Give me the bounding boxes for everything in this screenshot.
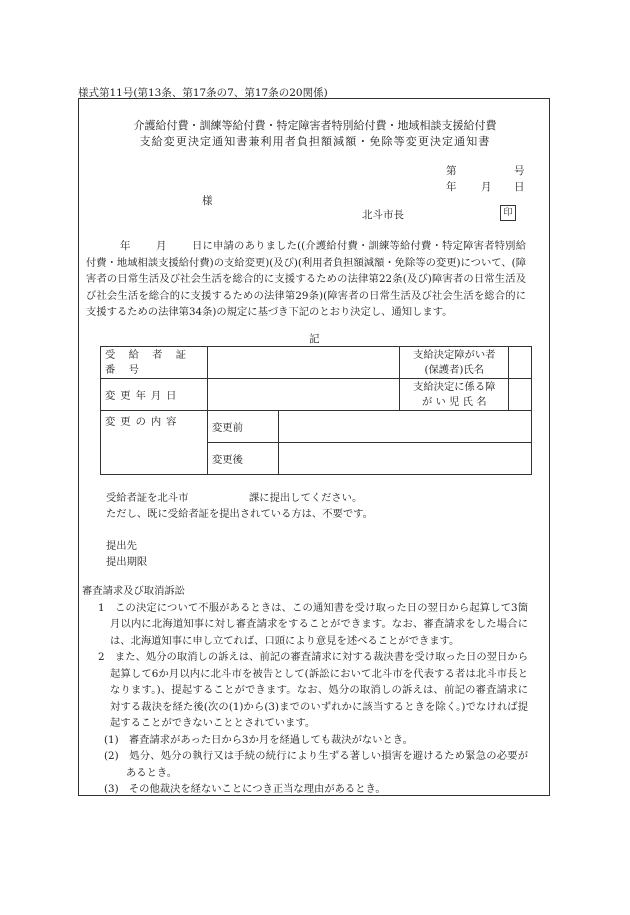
name-label: 支給決定障がい者 (保護者)氏名 <box>400 347 509 379</box>
date-month: 月 <box>481 181 492 193</box>
change-content-label: 変更の内容 <box>101 411 208 475</box>
date-year: 年 <box>446 181 457 193</box>
title-line-2: 支給変更決定通知書兼利用者負担額減額・免除等変更決定通知書 <box>139 135 491 148</box>
submit-line-1a: 受給者証を北斗市 <box>106 492 189 504</box>
title-line-1: 介護給付費・訓練等給付費・特定障害者特別給付費・地域相談支援給付費 <box>133 119 497 132</box>
after-value <box>279 443 532 475</box>
appeal-subnote-1: (1) 審査請求があった日から3か月を経過しても裁決がないとき。 <box>104 733 413 746</box>
child-name-label: 支給決定に係る障 が い 児 氏 名 <box>400 379 509 411</box>
appeal-subnote-3: (3) その他裁決を経ないことにつき正当な理由があるとき。 <box>104 783 386 795</box>
form-number: 様式第11号(第13条、第17条の7、第17条の20関係) <box>78 87 328 99</box>
body-month: 月 <box>156 240 167 252</box>
change-date-label: 変更年月日 <box>101 379 208 411</box>
appeal-notes <box>82 583 528 798</box>
appeal-subnote-2: (2) 処分、処分の執行又は手続の続行により生ずる著しい損害を避けるため緊急の必要があるとき。 <box>104 750 528 779</box>
before-label: 変更前 <box>208 411 279 443</box>
appeal-note-2: 2 また、処分の取消しの訴えは、前記の審査請求に対する裁決書を受け取った日の翌日から起算して6か月以内に北斗市を被告として(訴訟において北斗市を代表する者は北斗市長となります。)、提起することができます。なお、処分の取消しの訴えは、前記の審査請求に対する裁決を経た後(次の(1)から(3)までのいずれかに該当するときを除く。)でなければ提起することができないこととされています。 <box>98 651 528 729</box>
appeal-heading: 審査請求及び取消訴訟 <box>82 585 185 597</box>
body-year: 年 <box>120 240 131 252</box>
child-name-value <box>509 379 532 411</box>
seal-mark: 印 <box>500 205 516 221</box>
before-value <box>279 411 532 443</box>
issuer-name: 北斗市長 <box>362 209 404 221</box>
number-prefix: 第 <box>446 165 457 177</box>
addressee-sama: 様 <box>202 195 213 207</box>
recipient-no-value <box>208 347 400 379</box>
submit-destination-label: 提出先 <box>106 540 137 552</box>
recipient-no-label: 受 給 者 証 番 号 <box>101 347 208 379</box>
number-suffix: 号 <box>514 165 525 177</box>
name-value <box>509 347 532 379</box>
change-date-value <box>208 379 400 411</box>
body-paragraph: 日に申請のありました((介護給付費・訓練等給付費・特定障害者特別給付費・地域相談支援給付費)の支給変更)(及び)(利用者負担額減額・免除等の変更)について、(障害者の日常生活及び社会生活を総合的に支援するための法律第22条(及び)障害者の日常生活及び社会生活を総合的に支援するための法律第29条)(障害者の日常生活及び社会生活を総合的に支援するための法律第34条)の規定に基づき下記のとおり決定し、通知します。 <box>86 240 526 318</box>
ki-heading: 記 <box>309 333 320 345</box>
appeal-note-1: 1 この決定について不服があるときは、この通知書を受け取った日の翌日から起算して3箇月以内に北海道知事に対し審査請求をすることができます。なお、審査請求をした場合には、北海道知事に申し立てれば、口頭により意見を述べることができます。 <box>98 601 528 647</box>
submit-line-1b: 課に提出してください。 <box>249 492 363 504</box>
date-day: 日 <box>514 181 525 193</box>
submit-deadline-label: 提出期限 <box>106 556 148 568</box>
submit-line-2: ただし、既に受給者証を提出されている方は、不要です。 <box>106 508 373 520</box>
details-table <box>100 346 532 475</box>
after-label: 変更後 <box>208 443 279 475</box>
